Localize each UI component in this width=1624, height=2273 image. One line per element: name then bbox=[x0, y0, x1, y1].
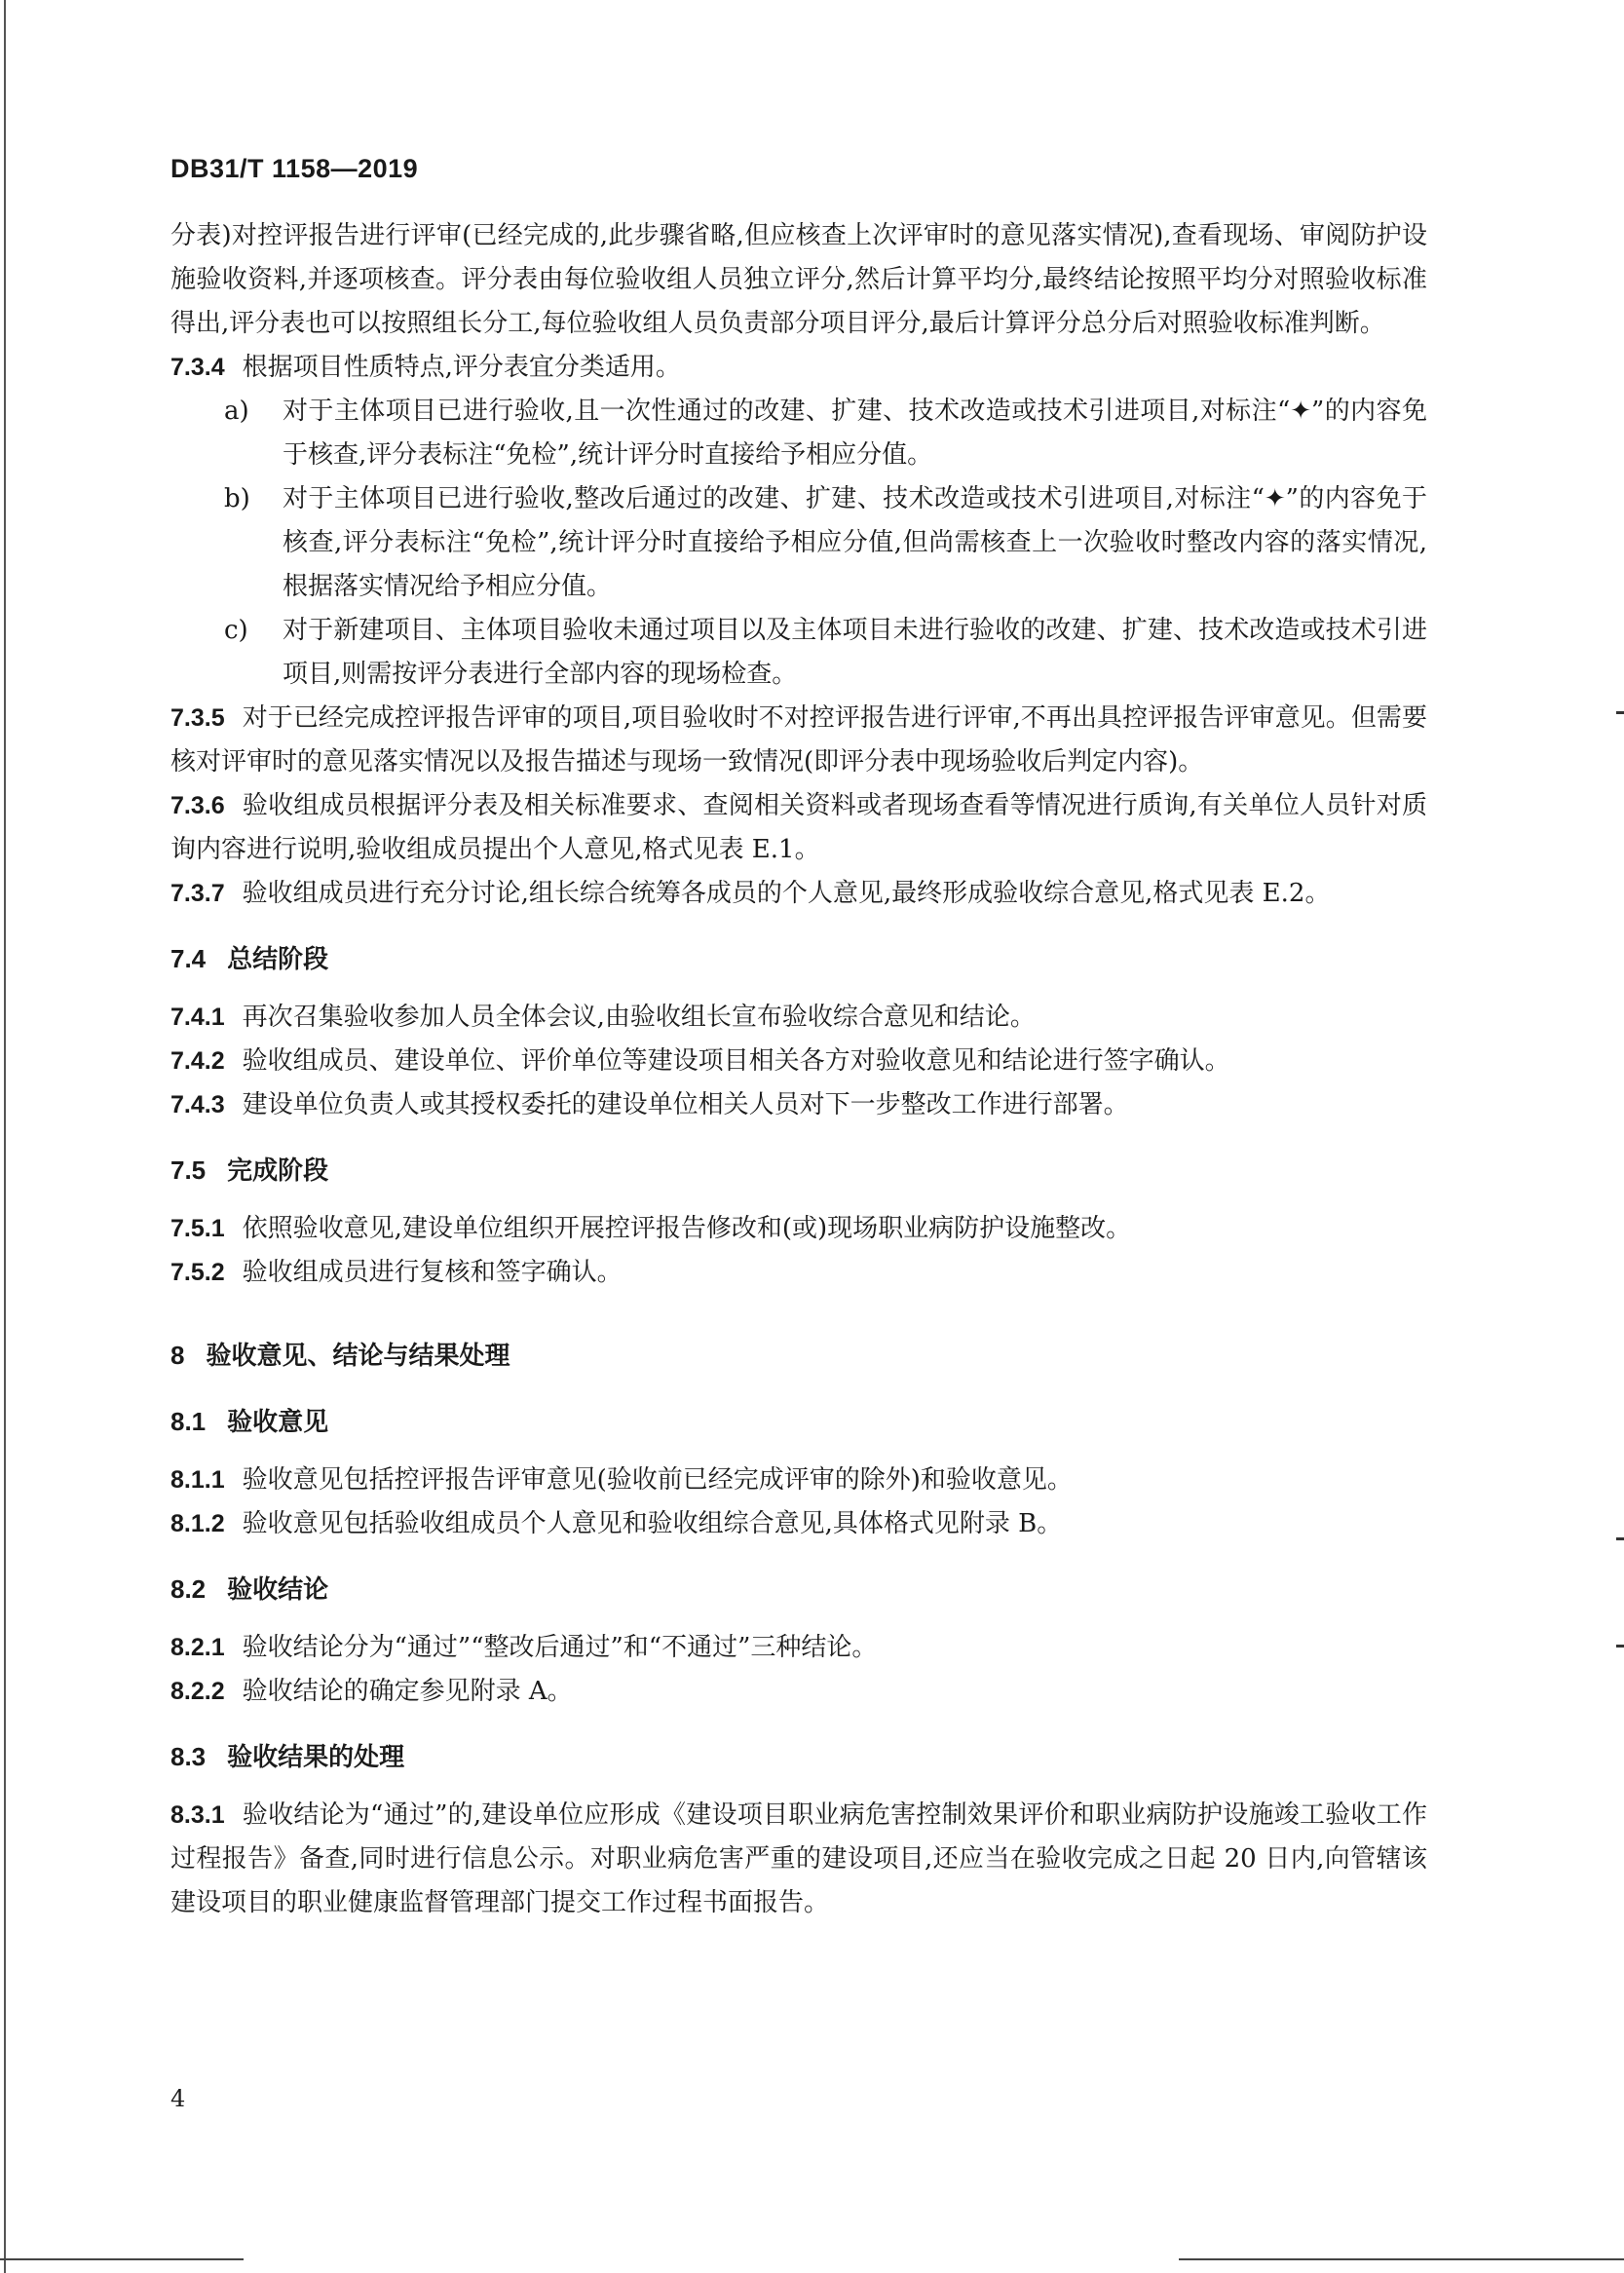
clause-7-3-4: 7.3.4 根据项目性质特点,评分表宜分类适用。 bbox=[170, 353, 681, 382]
clause-7-4-2: 7.4.2 验收组成员、建设单位、评价单位等建设项目相关各方对验收意见和结论进行签字确认。 bbox=[170, 1046, 1230, 1076]
page-number: 4 bbox=[170, 2085, 186, 2112]
section-heading-7-5: 7.5 完成阶段 bbox=[170, 1155, 329, 1186]
clause-7-5-1: 7.5.1 依照验收意见,建设单位组织开展控评报告修改和(或)现场职业病防护设施整改。 bbox=[170, 1214, 1132, 1243]
section-heading-8-3: 8.3 验收结果的处理 bbox=[170, 1742, 405, 1772]
scan-mark bbox=[1616, 1537, 1624, 1540]
page-left-edge bbox=[4, 0, 6, 2273]
clause-7-4-3: 7.4.3 建设单位负责人或其授权委托的建设单位相关人员对下一步整改工作进行部署。 bbox=[170, 1090, 1129, 1119]
scan-edge-line bbox=[0, 2258, 244, 2260]
section-heading-8-2: 8.2 验收结论 bbox=[170, 1574, 329, 1605]
clause-7-3-5: 7.3.5 对于已经完成控评报告评审的项目,项目验收时不对控评报告进行评审,不再出具控评报告评审意见。但需要核对评审时的意见落实情况以及报告描述与现场一致情况(即评分表中现场验收后判定内容)。 bbox=[170, 703, 1427, 777]
clause-7-5-2: 7.5.2 验收组成员进行复核和签字确认。 bbox=[170, 1258, 623, 1287]
clause-7-3-6: 7.3.6 验收组成员根据评分表及相关标准要求、查阅相关资料或者现场查看等情况进行质询,有关单位人员针对质询内容进行说明,验收组成员提出个人意见,格式见表 E.1。 bbox=[170, 791, 1427, 864]
chapter-heading-8: 8 验收意见、结论与结果处理 bbox=[170, 1341, 510, 1371]
section-heading-8-1: 8.1 验收意见 bbox=[170, 1407, 329, 1437]
list-item-c: c) 对于新建项目、主体项目验收未通过项目以及主体项目未进行验收的改建、扩建、技术改造或技术引进项目,则需按评分表进行全部内容的现场检查。 bbox=[224, 616, 1427, 689]
clause-7-4-1: 7.4.1 再次召集验收参加人员全体会议,由验收组长宣布验收综合意见和结论。 bbox=[170, 1003, 1036, 1032]
clause-7-3-7: 7.3.7 验收组成员进行充分讨论,组长综合统筹各成员的个人意见,最终形成验收综合意见,格式见表 E.2。 bbox=[170, 879, 1331, 908]
list-item-a: a) 对于主体项目已进行验收,且一次性通过的改建、扩建、技术改造或技术引进项目,对标注“✦”的内容免于核查,评分表标注“免检”,统计评分时直接给予相应分值。 bbox=[224, 397, 1427, 470]
list-item-b: b) 对于主体项目已进行验收,整改后通过的改建、扩建、技术改造或技术引进项目,对标注“✦”的内容免于核查,评分表标注“免检”,统计评分时直接给予相应分值,但尚需核查上一次验收时整改内容的落实情况,根据落实情况给予相应分值。 bbox=[224, 484, 1427, 601]
paragraph: 分表)对控评报告进行评审(已经完成的,此步骤省略,但应核查上次评审时的意见落实情况),查看现场、审阅防护设施验收资料,并逐项核查。评分表由每位验收组人员独立评分,然后计算平均分,最终结论按照平均分对照验收标准得出,评分表也可以按照组长分工,每位验收组人员负责部分项目评分,最后计算评分总分后对照验收标准判断。 bbox=[170, 221, 1427, 338]
clause-8-1-1: 8.1.1 验收意见包括控评报告评审意见(验收前已经完成评审的除外)和验收意见。 bbox=[170, 1465, 1073, 1495]
document-body bbox=[170, 214, 1427, 1925]
clause-8-2-1: 8.2.1 验收结论分为“通过”“整改后通过”和“不通过”三种结论。 bbox=[170, 1633, 878, 1662]
clause-8-3-1: 8.3.1 验收结论为“通过”的,建设单位应形成《建设项目职业病危害控制效果评价和职业病防护设施竣工验收工作过程报告》备查,同时进行信息公示。对职业病危害严重的建设项目,还应当在验收完成之日起 20 日内,向管辖该建设项目的职业健康监督管理部门提交工作过程书面报告。 bbox=[170, 1800, 1427, 1917]
document-code: DB31/T 1158—2019 bbox=[170, 154, 419, 183]
scan-mark bbox=[1616, 711, 1624, 714]
scan-mark bbox=[1616, 1645, 1624, 1648]
clause-8-2-2: 8.2.2 验收结论的确定参见附录 A。 bbox=[170, 1677, 573, 1706]
section-heading-7-4: 7.4 总结阶段 bbox=[170, 944, 329, 974]
clause-8-1-2: 8.1.2 验收意见包括验收组成员个人意见和验收组综合意见,具体格式见附录 B。 bbox=[170, 1509, 1063, 1538]
scan-edge-line bbox=[1179, 2258, 1624, 2260]
